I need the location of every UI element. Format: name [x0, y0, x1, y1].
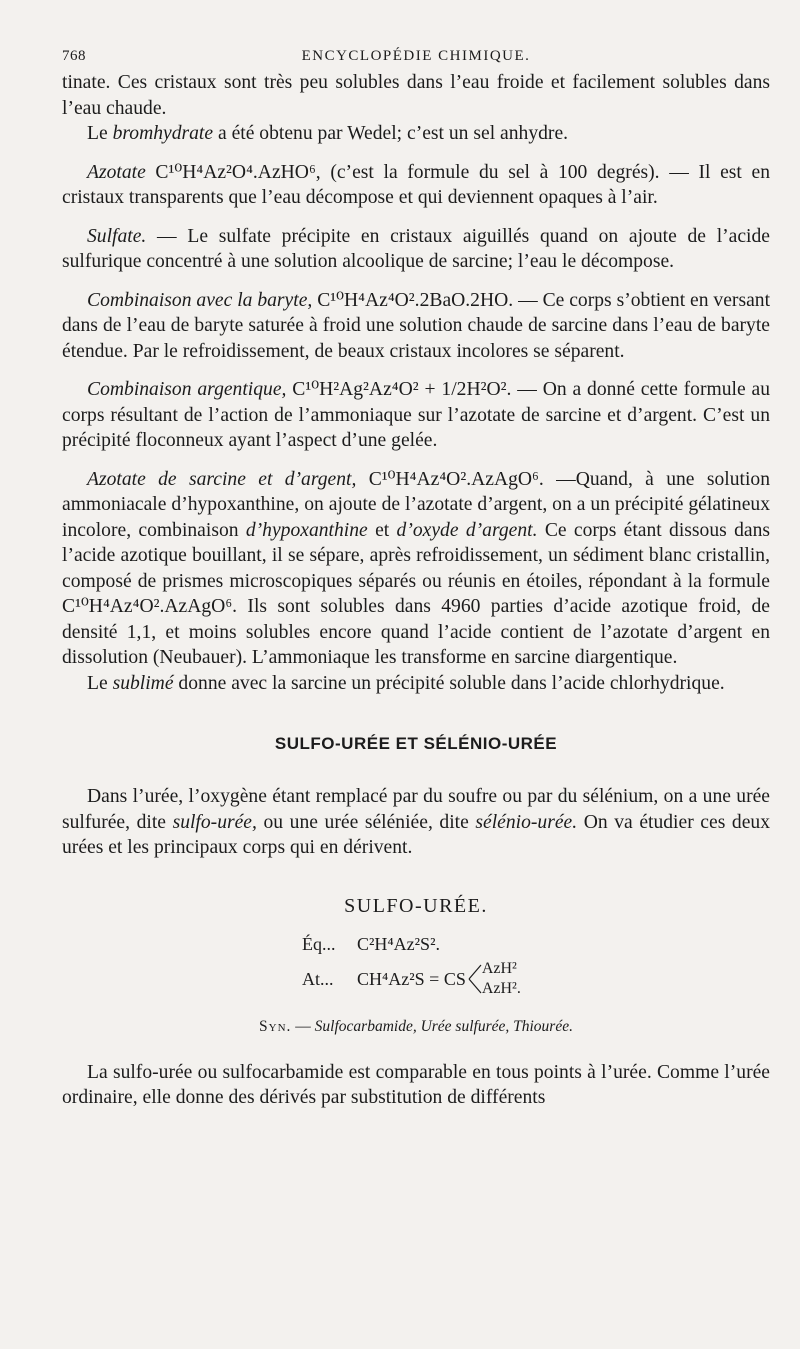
text-run: C¹⁰H⁴Az²O⁴.AzHO⁶, (c’est la formule du sel à 100 degrés). — Il est en cristaux transparents que l’eau décompose et qui deviennent opaques à l’air. [62, 161, 770, 208]
text-run: Le [87, 672, 113, 694]
body-text [62, 70, 770, 696]
text-run: C¹⁰H²Ag²Az⁴O² + 1/2H²O². — On a donné cette formule au corps résultant de l’action de l’ammoniaque sur l’azotate de sarcine et d’argent. C’est un précipité floconneux ayant l’aspect d’une gelée. [62, 379, 770, 451]
formula-branch [468, 959, 521, 999]
italic-term: Azotate de sarcine et d’argent, [87, 468, 357, 490]
paragraph-2 [62, 121, 770, 147]
italic-term: Sulfate. [87, 225, 147, 247]
atomic-formula-row [302, 956, 770, 1002]
text-run: ou une urée séléniée, dite [256, 811, 476, 833]
text-run: Ce corps étant dissous dans l’acide azotique bouillant, il se sépare, après refroidissement, un sédiment blanc cristallin, composé de prismes microscopiques séparés ou réunis en étoiles, répondant à la formule C¹⁰H⁴Az⁴O².AzAgO⁶. Ils sont solubles dans 4960 parties d’acide azotique froid, de densité 1,1, et moins solubles encore quand l’acide contient de l’azotate d’argent en dissolution (Neubauer). L’ammoniaque les transforme en sarcine diargentique. [62, 519, 771, 668]
equivalent-formula-row [302, 932, 770, 956]
italic-term: sulfo-urée, [172, 811, 257, 833]
text-run: C¹⁰H⁴Az⁴O².2BaO.2HO. — Ce corps s’obtient en versant dans de l’eau de baryte saturée à froid une solution chaude de sarcine dans l’eau de baryte étendue. Par le refroidissement, de beaux cristaux incolores se séparent. [62, 289, 771, 362]
italic-term: d’hypoxanthine [245, 519, 368, 541]
text-run: Le [87, 123, 113, 144]
syn-names: Sulfocarbamide, Urée sulfurée, Thiourée. [314, 1017, 573, 1035]
paragraph-7 [62, 467, 770, 671]
running-header [62, 40, 770, 70]
branch-bracket-icon [468, 959, 482, 999]
eq-formula: C²H⁴Az²S². [357, 933, 440, 954]
synonyms-line [62, 1018, 770, 1036]
syn-dash: — [291, 1017, 315, 1035]
italic-term: sélénio-urée. [475, 811, 578, 833]
final-paragraph [62, 1060, 770, 1111]
paragraph-1 [62, 70, 770, 121]
italic-term: sublimé [112, 672, 174, 694]
paragraph-6 [62, 377, 770, 454]
branch-bottom: AzH². [481, 979, 521, 997]
text-run: a été obtenu par Wedel; c’est un sel anhydre. [213, 123, 569, 144]
running-title: ENCYCLOPÉDIE CHIMIQUE. [301, 48, 531, 64]
paragraph-5 [62, 288, 770, 365]
at-label: At... [302, 968, 334, 989]
italic-term: Combinaison avec la baryte, [87, 289, 313, 311]
text-run: donne avec la sarcine un précipité soluble dans l’acide chlorhydrique. [173, 672, 725, 694]
italic-term: Combinaison argentique, [87, 379, 287, 400]
formula-block [302, 932, 770, 1002]
paragraph-4 [62, 224, 770, 275]
text-run: La sulfo-urée ou sulfocarbamide est comparable en tous points à l’urée. Comme l’urée ordinaire, elle donne des dérivés par substitution de différents [62, 1061, 770, 1108]
text-run: On va étudier ces deux urées et les principaux corps qui en dérivent. [62, 811, 770, 858]
page [62, 40, 770, 1111]
italic-term: Azotate [87, 161, 146, 183]
at-formula: CH⁴Az²S = CS [357, 968, 466, 989]
italic-term: bromhydrate [112, 123, 214, 144]
text-run: tinate. Ces cristaux sont très peu solubles dans l’eau froide et facilement solubles dans l’eau chaude. [62, 72, 770, 119]
subsection-title: SULFO-URÉE. [344, 894, 488, 917]
syn-label: Syn. [259, 1017, 292, 1035]
eq-label: Éq... [302, 933, 336, 954]
text-run: et [367, 519, 397, 541]
page-number: 768 [62, 48, 86, 64]
branch-top: AzH² [481, 959, 517, 977]
section-intro [62, 784, 770, 861]
section-title: SULFO-URÉE ET SÉLÉNIO-URÉE [274, 734, 558, 753]
italic-term: d’oxyde d’argent. [396, 519, 538, 541]
paragraph-8 [62, 671, 770, 697]
paragraph-3 [62, 160, 770, 211]
text-run: C¹⁰H⁴Az⁴O².AzAgO⁶. —Quand, à une solution ammoniacale d’hypoxanthine, on ajoute de l’azotate d’argent, on a un précipité gélatineux incolore, combinaison [62, 468, 770, 541]
text-run: — Le sulfate précipite en cristaux aiguillés quand on ajoute de l’acide sulfurique concentré à une solution alcoolique de sarcine; l’eau le décompose. [62, 225, 770, 272]
text-run: Dans l’urée, l’oxygène étant remplacé par du soufre ou par du sélénium, on a une urée sulfurée, dite [62, 786, 770, 833]
